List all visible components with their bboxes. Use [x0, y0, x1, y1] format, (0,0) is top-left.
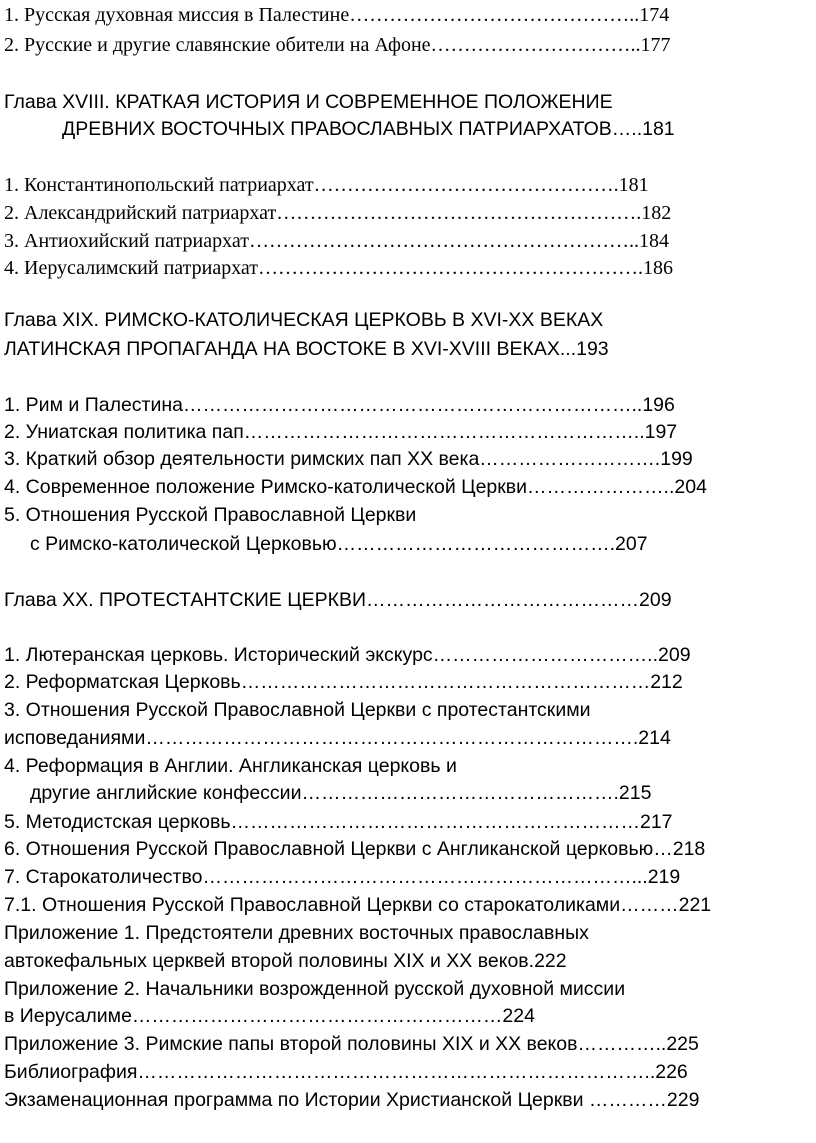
- toc-entry: Экзаменационная программа по Истории Христианской Церкви …………229: [4, 1089, 700, 1111]
- toc-entry: 4. Реформация в Англии. Англиканская церковь и: [4, 755, 457, 777]
- chapter-heading: Глава XIX. РИМСКО-КАТОЛИЧЕСКАЯ ЦЕРКОВЬ В XVI-XX ВЕКАХ: [4, 309, 604, 331]
- toc-entry: Приложение 3. Римские папы второй половины XIX и XX веков…………..225: [4, 1033, 699, 1055]
- toc-entry: 5. Методистская церковь………………………………………………………217: [4, 811, 673, 833]
- toc-entry: 2. Русские и другие славянские обители на Афоне…………………………..177: [4, 34, 671, 56]
- toc-entry: 4. Иерусалимский патриархат………………………………………………….186: [4, 257, 674, 279]
- chapter-heading: ЛАТИНСКАЯ ПРОПАГАНДА НА ВОСТОКЕ В XVI-XVIII ВЕКАХ...193: [4, 338, 609, 360]
- toc-entry: 6. Отношения Русской Православной Церкви с Англиканской церковью…218: [4, 838, 706, 860]
- toc-entry: 7.1. Отношения Русской Православной Церкви со старокатоликами………221: [4, 894, 712, 916]
- toc-entry: 2. Реформатская Церковь………………………………………………………212: [4, 671, 683, 693]
- toc-entry: Приложение 2. Начальники возрожденной русской духовной миссии: [4, 978, 626, 1000]
- toc-entry: 5. Отношения Русской Православной Церкви: [4, 504, 417, 526]
- toc-entry: 2. Александрийский патриархат……………………………………………….182: [4, 202, 672, 224]
- chapter-heading: Глава XVIII. КРАТКАЯ ИСТОРИЯ И СОВРЕМЕННОЕ ПОЛОЖЕНИЕ: [4, 91, 613, 113]
- chapter-heading: Глава XX. ПРОТЕСТАНТСКИЕ ЦЕРКВИ……………………………………209: [4, 589, 672, 611]
- toc-entry: исповеданиями………………………………………………………………….214: [4, 727, 671, 749]
- toc-entry: автокефальных церквей второй половины XIX и XX веков.222: [4, 950, 567, 972]
- toc-entry: 1. Константинопольский патриархат……………………………………….181: [4, 174, 649, 196]
- toc-entry: другие английские конфессии………………………………………….215: [30, 782, 652, 804]
- toc-entry: в Иерусалиме…………………………………………………224: [4, 1005, 535, 1027]
- toc-entry: 1. Русская духовная миссия в Палестине……………………………………..174: [4, 4, 670, 26]
- toc-entry: 3. Краткий обзор деятельности римских пап XX века……………………….199: [4, 448, 693, 470]
- toc-entry: 7. Старокатоличество…………………………………………………………...219: [4, 866, 681, 888]
- toc-entry: 3. Отношения Русской Православной Церкви с протестантскими: [4, 699, 591, 721]
- toc-entry: с Римско-католической Церковью…………………………………….207: [30, 533, 648, 555]
- toc-entry: Приложение 1. Предстоятели древних восточных православных: [4, 922, 589, 944]
- toc-entry: 1. Лютеранская церковь. Исторический экскурс……………………………..209: [4, 644, 691, 666]
- chapter-heading: ДРЕВНИХ ВОСТОЧНЫХ ПРАВОСЛАВНЫХ ПАТРИАРХАТОВ…..181: [62, 118, 675, 140]
- toc-entry: 4. Современное положение Римско-католической Церкви…………………..204: [4, 476, 707, 498]
- toc-entry: 1. Рим и Палестина……………………………………………………………..196: [4, 394, 675, 416]
- toc-entry: Библиография……………………………………………………………………..226: [4, 1061, 688, 1083]
- toc-entry: 3. Антиохийский патриархат…………………………………………………..184: [4, 230, 669, 252]
- toc-entry: 2. Униатская политика пап……………………………………………………..197: [4, 421, 678, 443]
